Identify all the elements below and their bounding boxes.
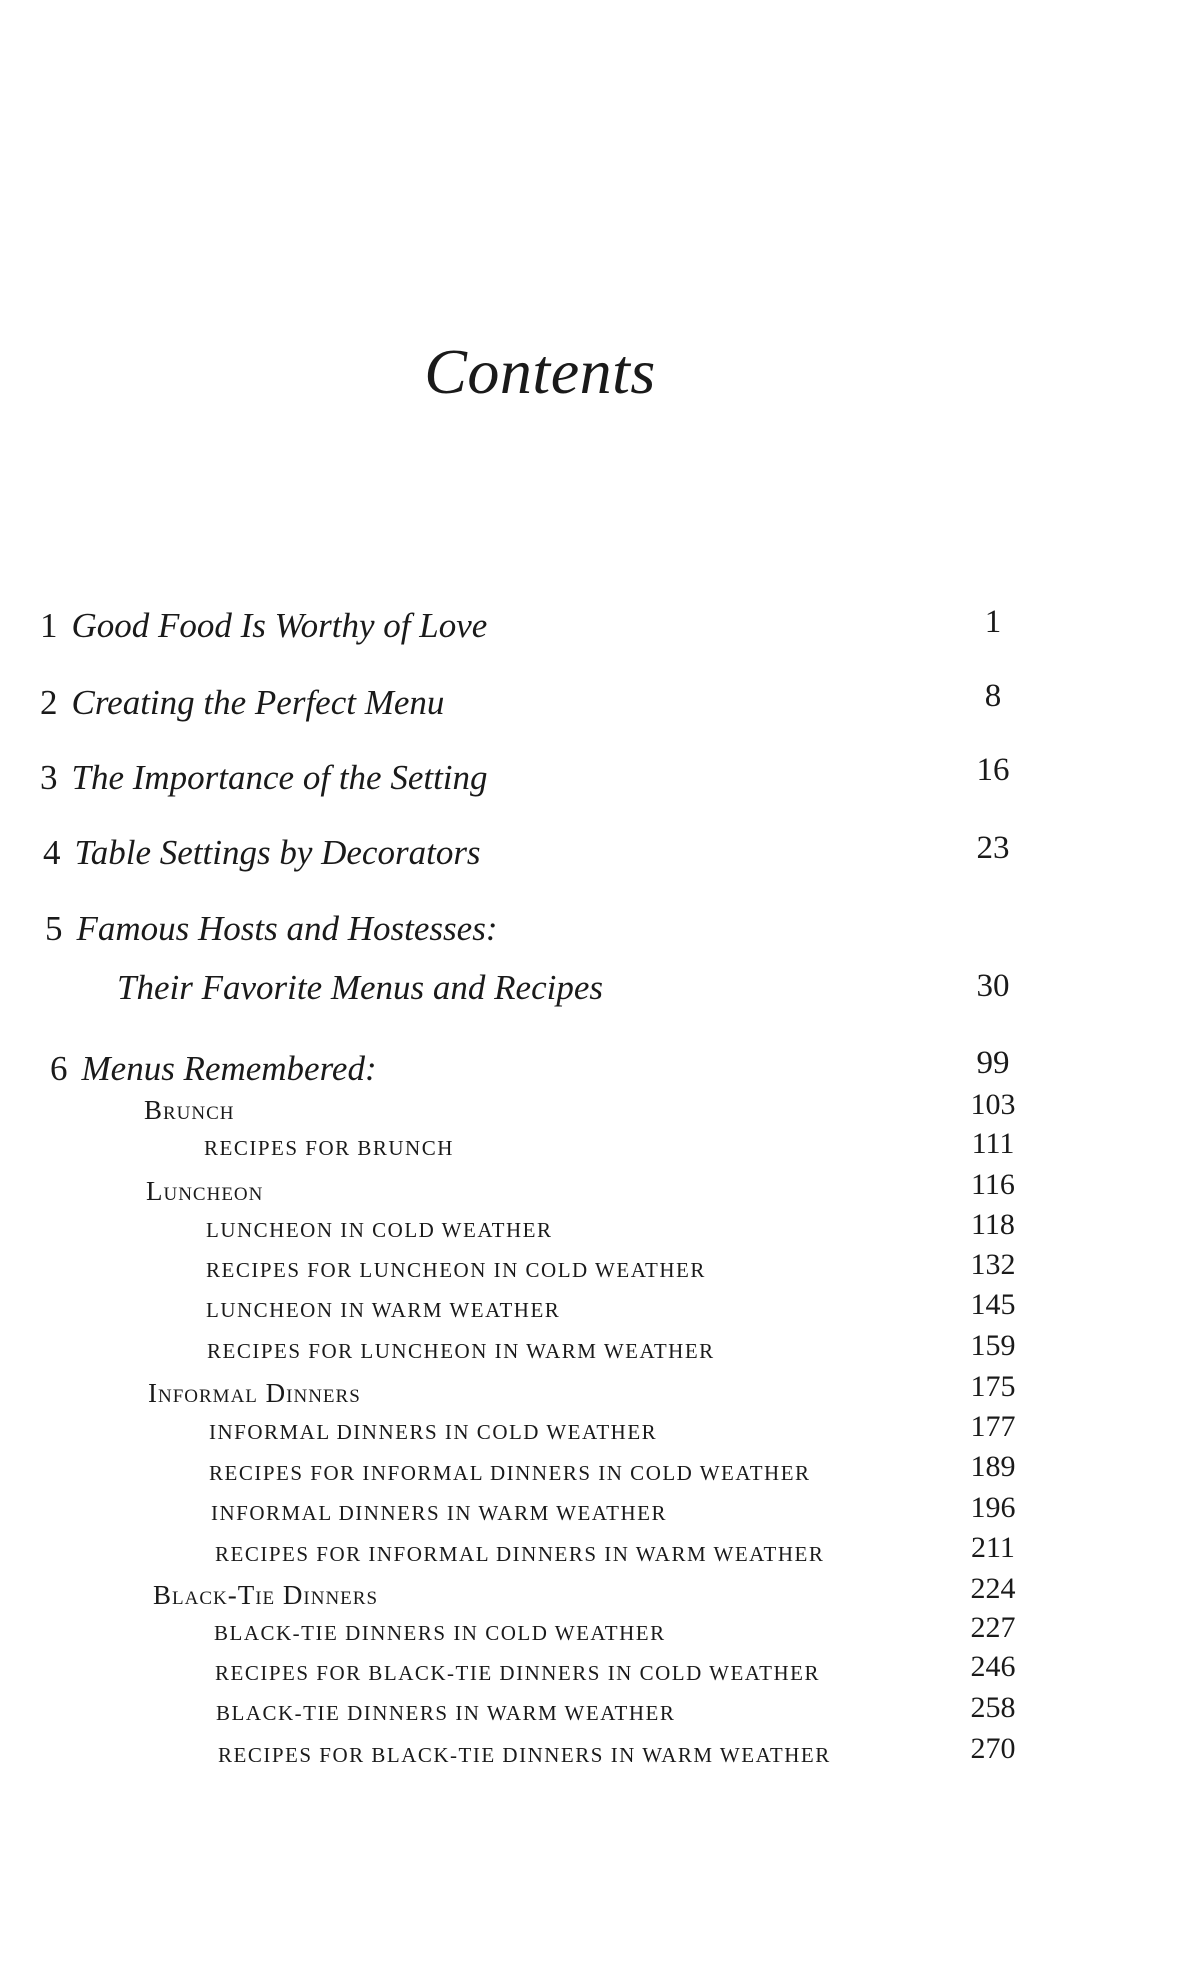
chapter-page: 30 — [976, 968, 1010, 1004]
subsection-luncheon-cold[interactable]: LUNCHEON IN COLD WEATHER — [206, 1218, 553, 1242]
chapter-2[interactable] — [40, 683, 444, 723]
section-page: 132 — [970, 1248, 1016, 1281]
subsection-recipes-for-brunch[interactable]: RECIPES FOR BRUNCH — [204, 1136, 454, 1160]
chapter-page: 8 — [984, 678, 1002, 714]
chapter-title: Table Settings by Decorators — [74, 833, 481, 872]
chapter-title: Creating the Perfect Menu — [71, 683, 445, 722]
chapter-title: The Importance of the Setting — [71, 758, 488, 797]
chapter-number: 6 — [50, 1049, 68, 1088]
section-page: 177 — [970, 1410, 1016, 1443]
section-informal-dinners[interactable]: Informal Dinners — [148, 1378, 361, 1408]
chapter-1[interactable] — [40, 606, 487, 646]
section-page: 175 — [970, 1370, 1016, 1403]
section-page: 224 — [970, 1572, 1016, 1605]
chapter-5[interactable] — [45, 909, 497, 949]
subsection-black-tie-cold[interactable]: BLACK-TIE DINNERS IN COLD WEATHER — [214, 1621, 666, 1645]
chapter-page: 23 — [976, 830, 1010, 866]
chapter-number: 5 — [45, 909, 63, 948]
chapter-title: Famous Hosts and Hostesses: — [76, 909, 498, 948]
chapter-number: 2 — [40, 683, 58, 722]
section-page: 118 — [971, 1208, 1015, 1241]
section-page: 258 — [970, 1691, 1016, 1724]
chapter-number: 1 — [40, 606, 58, 645]
chapter-number: 3 — [40, 758, 58, 797]
section-brunch[interactable]: Brunch — [144, 1095, 235, 1125]
chapter-number: 4 — [43, 833, 61, 872]
chapter-5-title-continued: Their Favorite Menus and Recipes — [117, 968, 604, 1007]
subsection-recipes-black-tie-warm[interactable]: RECIPES FOR BLACK-TIE DINNERS IN WARM WEATHER — [218, 1743, 831, 1767]
section-luncheon[interactable]: Luncheon — [146, 1176, 264, 1206]
section-page: 111 — [971, 1127, 1015, 1160]
chapter-page: 16 — [976, 752, 1010, 788]
subsection-informal-cold[interactable]: INFORMAL DINNERS IN COLD WEATHER — [209, 1420, 658, 1444]
subsection-recipes-informal-warm[interactable]: RECIPES FOR INFORMAL DINNERS IN WARM WEATHER — [215, 1542, 825, 1566]
section-black-tie-dinners[interactable]: Black-Tie Dinners — [153, 1580, 379, 1610]
section-page: 159 — [970, 1329, 1016, 1362]
chapter-page: 99 — [976, 1045, 1010, 1081]
chapter-title: Menus Remembered: — [81, 1049, 377, 1088]
section-page: 145 — [970, 1288, 1016, 1321]
section-page: 196 — [970, 1491, 1016, 1524]
page-title: Contents — [424, 336, 656, 407]
subsection-luncheon-warm[interactable]: LUNCHEON IN WARM WEATHER — [206, 1298, 561, 1322]
section-page: 246 — [970, 1650, 1016, 1683]
subsection-recipes-informal-cold[interactable]: RECIPES FOR INFORMAL DINNERS IN COLD WEATHER — [209, 1461, 811, 1485]
chapter-4[interactable] — [43, 833, 481, 873]
subsection-recipes-black-tie-cold[interactable]: RECIPES FOR BLACK-TIE DINNERS IN COLD WEATHER — [215, 1661, 820, 1685]
section-page: 227 — [970, 1611, 1016, 1644]
subsection-recipes-luncheon-warm[interactable]: RECIPES FOR LUNCHEON IN WARM WEATHER — [207, 1339, 715, 1363]
chapter-title: Good Food Is Worthy of Love — [71, 606, 488, 645]
section-page: 211 — [971, 1531, 1015, 1564]
subsection-black-tie-warm[interactable]: BLACK-TIE DINNERS IN WARM WEATHER — [216, 1701, 676, 1725]
section-page: 270 — [970, 1732, 1016, 1765]
chapter-3[interactable] — [40, 758, 488, 798]
subsection-informal-warm[interactable]: INFORMAL DINNERS IN WARM WEATHER — [211, 1501, 667, 1525]
chapter-6[interactable] — [50, 1049, 377, 1089]
section-page: 116 — [971, 1168, 1015, 1201]
section-page: 189 — [970, 1450, 1016, 1483]
section-page: 103 — [970, 1088, 1016, 1121]
subsection-recipes-luncheon-cold[interactable]: RECIPES FOR LUNCHEON IN COLD WEATHER — [206, 1258, 706, 1282]
chapter-page: 1 — [984, 604, 1002, 640]
